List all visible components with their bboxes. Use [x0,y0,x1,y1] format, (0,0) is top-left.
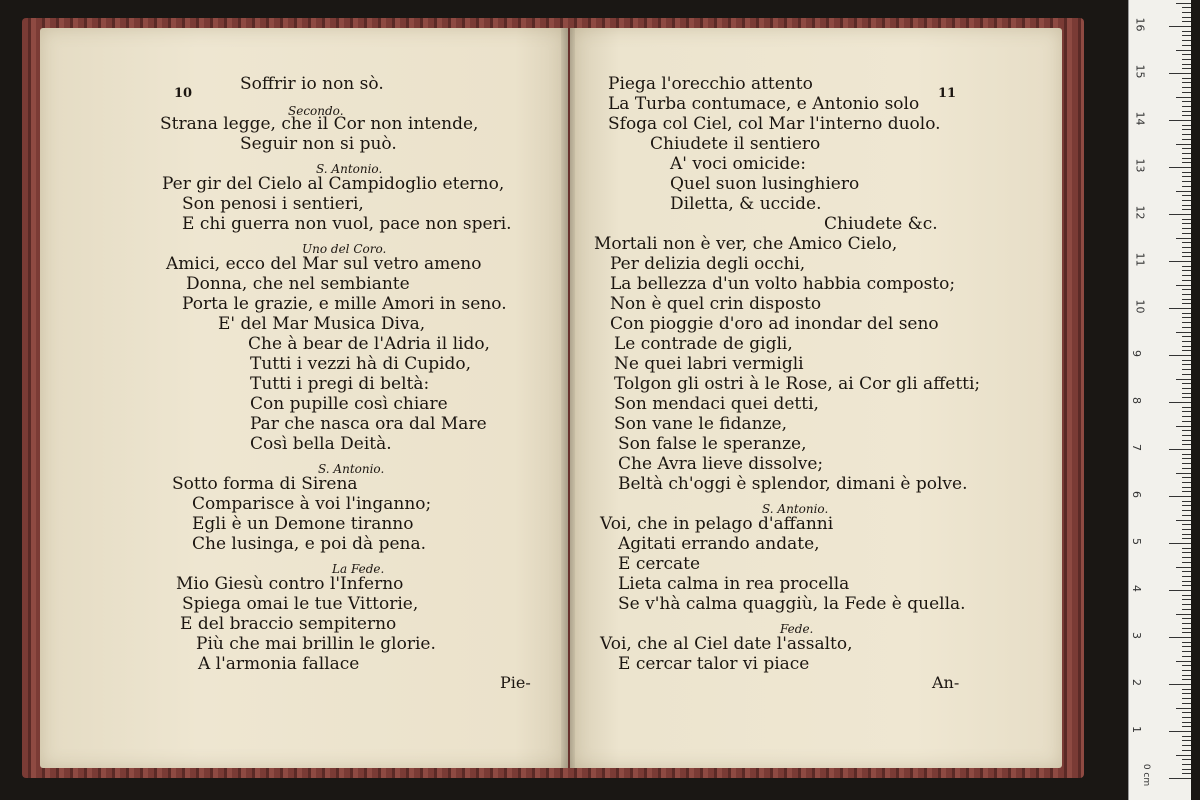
verse-line: La bellezza d'un volto habbia composto; [610,274,956,294]
ruler-tick [1182,219,1191,220]
ruler-tick [1182,529,1191,530]
ruler-tick [1169,120,1191,121]
ruler-tick [1182,54,1191,55]
ruler-tick [1182,675,1191,676]
ruler-tick [1182,87,1191,88]
ruler-tick [1169,214,1191,215]
ruler-tick [1176,191,1191,192]
ruler-tick [1182,538,1191,539]
right-page [570,28,1062,768]
ruler-tick [1182,106,1191,107]
verse-line: E cercar talor vi piace [618,654,810,674]
speaker-label: Uno del Coro. [302,242,387,256]
ruler-tick [1182,129,1191,130]
ruler-tick [1182,270,1191,271]
ruler-tick [1176,3,1191,4]
ruler-tick [1182,336,1191,337]
verse-line: Son mendaci quei detti, [614,394,819,414]
ruler-tick [1182,275,1191,276]
ruler-tick [1182,341,1191,342]
verse-line: Beltà ch'oggi è splendor, dimani è polve. [618,474,968,494]
ruler-tick [1182,317,1191,318]
ruler-tick [1182,501,1191,502]
speaker-label: S. Antonio. [316,162,383,176]
ruler-tick [1182,670,1191,671]
ruler-tick [1182,17,1191,18]
ruler-tick [1182,698,1191,699]
ruler-tick [1182,374,1191,375]
ruler-tick [1182,623,1191,624]
ruler-tick [1176,426,1191,427]
ruler-tick [1182,68,1191,69]
ruler-number: 2 [1130,679,1143,686]
ruler-tick [1176,238,1191,239]
ruler-unit: 0 cm [1141,763,1152,787]
ruler-tick [1182,294,1191,295]
verse-line: Piega l'orecchio attento [608,74,813,94]
verse-line: Se v'hà calma quaggiù, la Fede è quella. [618,594,966,614]
ruler-tick [1182,599,1191,600]
speaker-label: S. Antonio. [318,462,385,476]
ruler-tick [1182,176,1191,177]
ruler-tick [1176,97,1191,98]
ruler-number: 10 [1133,299,1147,314]
ruler-tick [1182,745,1191,746]
ruler-tick [1182,571,1191,572]
verse-line: Par che nasca ora dal Mare [250,414,487,434]
ruler-tick [1182,416,1191,417]
ruler-tick [1182,78,1191,79]
ruler-tick [1182,82,1191,83]
ruler-number: 1 [1130,726,1143,733]
ruler-tick [1182,717,1191,718]
ruler-tick [1182,487,1191,488]
book-gutter [561,28,575,768]
ruler-tick [1176,567,1191,568]
speaker-label: Fede. [780,622,814,636]
ruler-tick [1182,111,1191,112]
ruler-tick [1182,712,1191,713]
ruler-tick [1182,266,1191,267]
catchword: An- [932,673,960,692]
ruler-tick [1169,543,1191,544]
verse-line: Non è quel crin disposto [610,294,822,314]
verse-line: Comparisce à voi l'inganno; [192,494,432,514]
ruler-tick [1182,581,1191,582]
ruler-number: 3 [1130,632,1143,639]
verse-line: Chiudete il sentiero [650,134,821,154]
ruler-tick [1182,327,1191,328]
verse-line: Diletta, & uccide. [670,194,822,214]
ruler-tick [1176,50,1191,51]
ruler-tick [1182,769,1191,770]
ruler-tick [1182,313,1191,314]
verse-line: Mortali non è ver, che Amico Cielo, [594,234,898,254]
ruler-tick [1182,181,1191,182]
ruler-tick [1182,628,1191,629]
ruler-tick [1182,759,1191,760]
ruler-tick [1182,524,1191,525]
verse-line: Più che mai brillin le glorie. [196,634,436,654]
ruler-tick [1182,722,1191,723]
ruler-tick [1182,7,1191,8]
verse-line: Voi, che al Ciel date l'assalto, [600,634,853,654]
ruler-tick [1182,534,1191,535]
verse-line: Lieta calma in rea procella [618,574,850,594]
ruler-number: 8 [1130,397,1143,404]
speaker-label: S. Antonio. [762,502,829,516]
ruler-tick [1182,289,1191,290]
ruler-tick [1182,736,1191,737]
ruler-tick [1182,430,1191,431]
verse-line: Che lusinga, e poi dà pena. [192,534,427,554]
ruler-tick [1182,407,1191,408]
ruler-tick [1182,411,1191,412]
page-number: 11 [938,86,957,101]
ruler-tick [1182,609,1191,610]
ruler-tick [1169,684,1191,685]
ruler-tick [1182,134,1191,135]
verse-line: Che à bear de l'Adria il lido, [248,334,490,354]
ruler-tick [1182,703,1191,704]
ruler-tick [1182,548,1191,549]
ruler-tick [1169,590,1191,591]
ruler-tick [1182,369,1191,370]
ruler-number: 4 [1130,585,1143,592]
verse-line: A l'armonia fallace [198,654,360,674]
ruler-tick [1182,139,1191,140]
ruler-tick [1182,31,1191,32]
ruler-number: 6 [1130,491,1143,498]
ruler-tick [1169,167,1191,168]
ruler-tick [1182,195,1191,196]
verse-line: Con pupille così chiare [250,394,448,414]
ruler-number: 9 [1130,350,1143,357]
ruler-tick [1182,510,1191,511]
verse-line: Che Avra lieve dissolve; [618,454,824,474]
ruler-tick [1182,40,1191,41]
ruler-tick [1182,299,1191,300]
verse-line: Donna, che nel sembiante [186,274,410,294]
ruler-tick [1169,355,1191,356]
ruler-tick [1169,308,1191,309]
speaker-label: Secondo. [288,104,344,118]
verse-line: Amici, ecco del Mar sul vetro ameno [166,254,482,274]
ruler-tick [1169,261,1191,262]
ruler-tick [1182,552,1191,553]
ruler-tick [1182,223,1191,224]
ruler-tick [1182,200,1191,201]
ruler-tick [1182,491,1191,492]
ruler-tick [1182,585,1191,586]
ruler-tick [1182,383,1191,384]
ruler-tick [1182,64,1191,65]
ruler-tick [1169,402,1191,403]
ruler-number: 12 [1133,205,1147,220]
measurement-ruler [1128,0,1191,800]
ruler-tick [1182,679,1191,680]
ruler-tick [1176,285,1191,286]
verse-line: Mio Giesù contro l'Inferno [176,574,404,594]
ruler-number: 5 [1130,538,1143,545]
ruler-tick [1182,125,1191,126]
ruler-tick [1182,172,1191,173]
ruler-tick [1182,576,1191,577]
ruler-tick [1182,740,1191,741]
ruler-tick [1182,205,1191,206]
page-number: 10 [174,86,193,101]
verse-line: Soffrir io non sò. [240,74,384,94]
verse-line: Le contrade de gigli, [614,334,793,354]
ruler-tick [1182,92,1191,93]
verse-line: A' voci omicide: [670,154,806,174]
ruler-tick [1182,397,1191,398]
speaker-label: La Fede. [332,562,385,576]
verse-line: Sfoga col Ciel, col Mar l'interno duolo. [608,114,941,134]
ruler-tick [1176,332,1191,333]
ruler-tick [1182,773,1191,774]
ruler-tick [1182,750,1191,751]
ruler-tick [1176,520,1191,521]
ruler-tick [1169,449,1191,450]
ruler-tick [1182,444,1191,445]
left-page [40,28,568,768]
ruler-tick [1182,642,1191,643]
ruler-tick [1182,153,1191,154]
verse-line: Così bella Deità. [250,434,392,454]
verse-line: Son penosi i sentieri, [182,194,364,214]
verse-line: Con pioggie d'oro ad inondar del seno [610,314,939,334]
verse-line: Tutti i vezzi hà di Cupido, [250,354,472,374]
ruler-tick [1182,505,1191,506]
ruler-tick [1182,632,1191,633]
ruler-tick [1182,59,1191,60]
verse-line: Tutti i pregi di beltà: [250,374,430,394]
verse-line: La Turba contumace, e Antonio solo [608,94,920,114]
verse-line: Egli è un Demone tiranno [192,514,414,534]
ruler-tick [1176,614,1191,615]
ruler-number: 16 [1133,17,1147,32]
ruler-tick [1182,115,1191,116]
ruler-tick [1176,661,1191,662]
verse-line: Porta le grazie, e mille Amori in seno. [182,294,507,314]
ruler-tick [1182,247,1191,248]
ruler-tick [1182,388,1191,389]
ruler-tick [1182,557,1191,558]
ruler-tick [1182,360,1191,361]
verse-line: Voi, che in pelago d'affanni [600,514,834,534]
ruler-number: 7 [1130,444,1143,451]
ruler-tick [1182,656,1191,657]
ruler-number: 13 [1133,158,1147,173]
ruler-tick [1182,468,1191,469]
verse-line: Agitati errando andate, [618,534,820,554]
verse-line: Seguir non si può. [240,134,397,154]
ruler-tick [1169,731,1191,732]
ruler-tick [1182,256,1191,257]
ruler-tick [1182,482,1191,483]
ruler-tick [1182,242,1191,243]
ruler-tick [1182,101,1191,102]
ruler-tick [1182,646,1191,647]
verse-line: Chiudete &c. [824,214,938,234]
verse-line: Per gir del Cielo al Campidoglio eterno, [162,174,505,194]
ruler-tick [1182,162,1191,163]
ruler-tick [1182,458,1191,459]
ruler-tick [1182,693,1191,694]
verse-line: Quel suon lusinghiero [670,174,860,194]
ruler-tick [1182,280,1191,281]
ruler-tick [1182,346,1191,347]
ruler-tick [1182,12,1191,13]
ruler-tick [1182,764,1191,765]
ruler-tick [1182,440,1191,441]
ruler-tick [1182,515,1191,516]
verse-line: Per delizia degli occhi, [610,254,806,274]
ruler-tick [1182,148,1191,149]
ruler-tick [1182,562,1191,563]
ruler-tick [1176,755,1191,756]
ruler-tick [1182,364,1191,365]
ruler-tick [1182,186,1191,187]
verse-line: Ne quei labri vermigli [614,354,804,374]
ruler-tick [1182,233,1191,234]
verse-line: Strana legge, che il Cor non intende, [160,114,479,134]
ruler-tick [1182,689,1191,690]
ruler-tick [1182,252,1191,253]
ruler-tick [1182,618,1191,619]
ruler-number: 14 [1133,111,1147,126]
ruler-tick [1169,496,1191,497]
verse-line: Sotto forma di Sirena [172,474,358,494]
ruler-number: 15 [1133,64,1147,79]
ruler-tick [1176,708,1191,709]
ruler-number: 11 [1133,252,1147,267]
verse-line: E del braccio sempiterno [180,614,397,634]
ruler-tick [1182,454,1191,455]
ruler-tick [1182,477,1191,478]
ruler-tick [1182,228,1191,229]
ruler-tick [1182,463,1191,464]
ruler-tick [1182,595,1191,596]
ruler-tick [1182,421,1191,422]
ruler-tick [1176,144,1191,145]
ruler-tick [1182,726,1191,727]
ruler-tick [1182,303,1191,304]
ruler-tick [1182,35,1191,36]
ruler-tick [1182,665,1191,666]
ruler-tick [1169,73,1191,74]
catchword: Pie- [500,673,531,692]
verse-line: E chi guerra non vuol, pace non speri. [182,214,512,234]
ruler-tick [1182,322,1191,323]
ruler-tick [1182,651,1191,652]
verse-line: E' del Mar Musica Diva, [218,314,426,334]
verse-line: Son vane le fidanze, [614,414,788,434]
verse-line: Tolgon gli ostri à le Rose, ai Cor gli affetti; [614,374,981,394]
ruler-tick [1182,158,1191,159]
ruler-tick [1182,393,1191,394]
ruler-tick [1182,209,1191,210]
ruler-tick [1182,45,1191,46]
ruler-tick [1169,26,1191,27]
ruler-tick [1169,778,1191,779]
ruler-tick [1176,473,1191,474]
ruler-tick [1169,637,1191,638]
ruler-tick [1182,435,1191,436]
verse-line: Spiega omai le tue Vittorie, [182,594,419,614]
verse-line: Son false le speranze, [618,434,807,454]
ruler-tick [1182,21,1191,22]
ruler-tick [1182,604,1191,605]
verse-line: E cercate [618,554,701,574]
ruler-tick [1182,350,1191,351]
ruler-tick [1176,379,1191,380]
